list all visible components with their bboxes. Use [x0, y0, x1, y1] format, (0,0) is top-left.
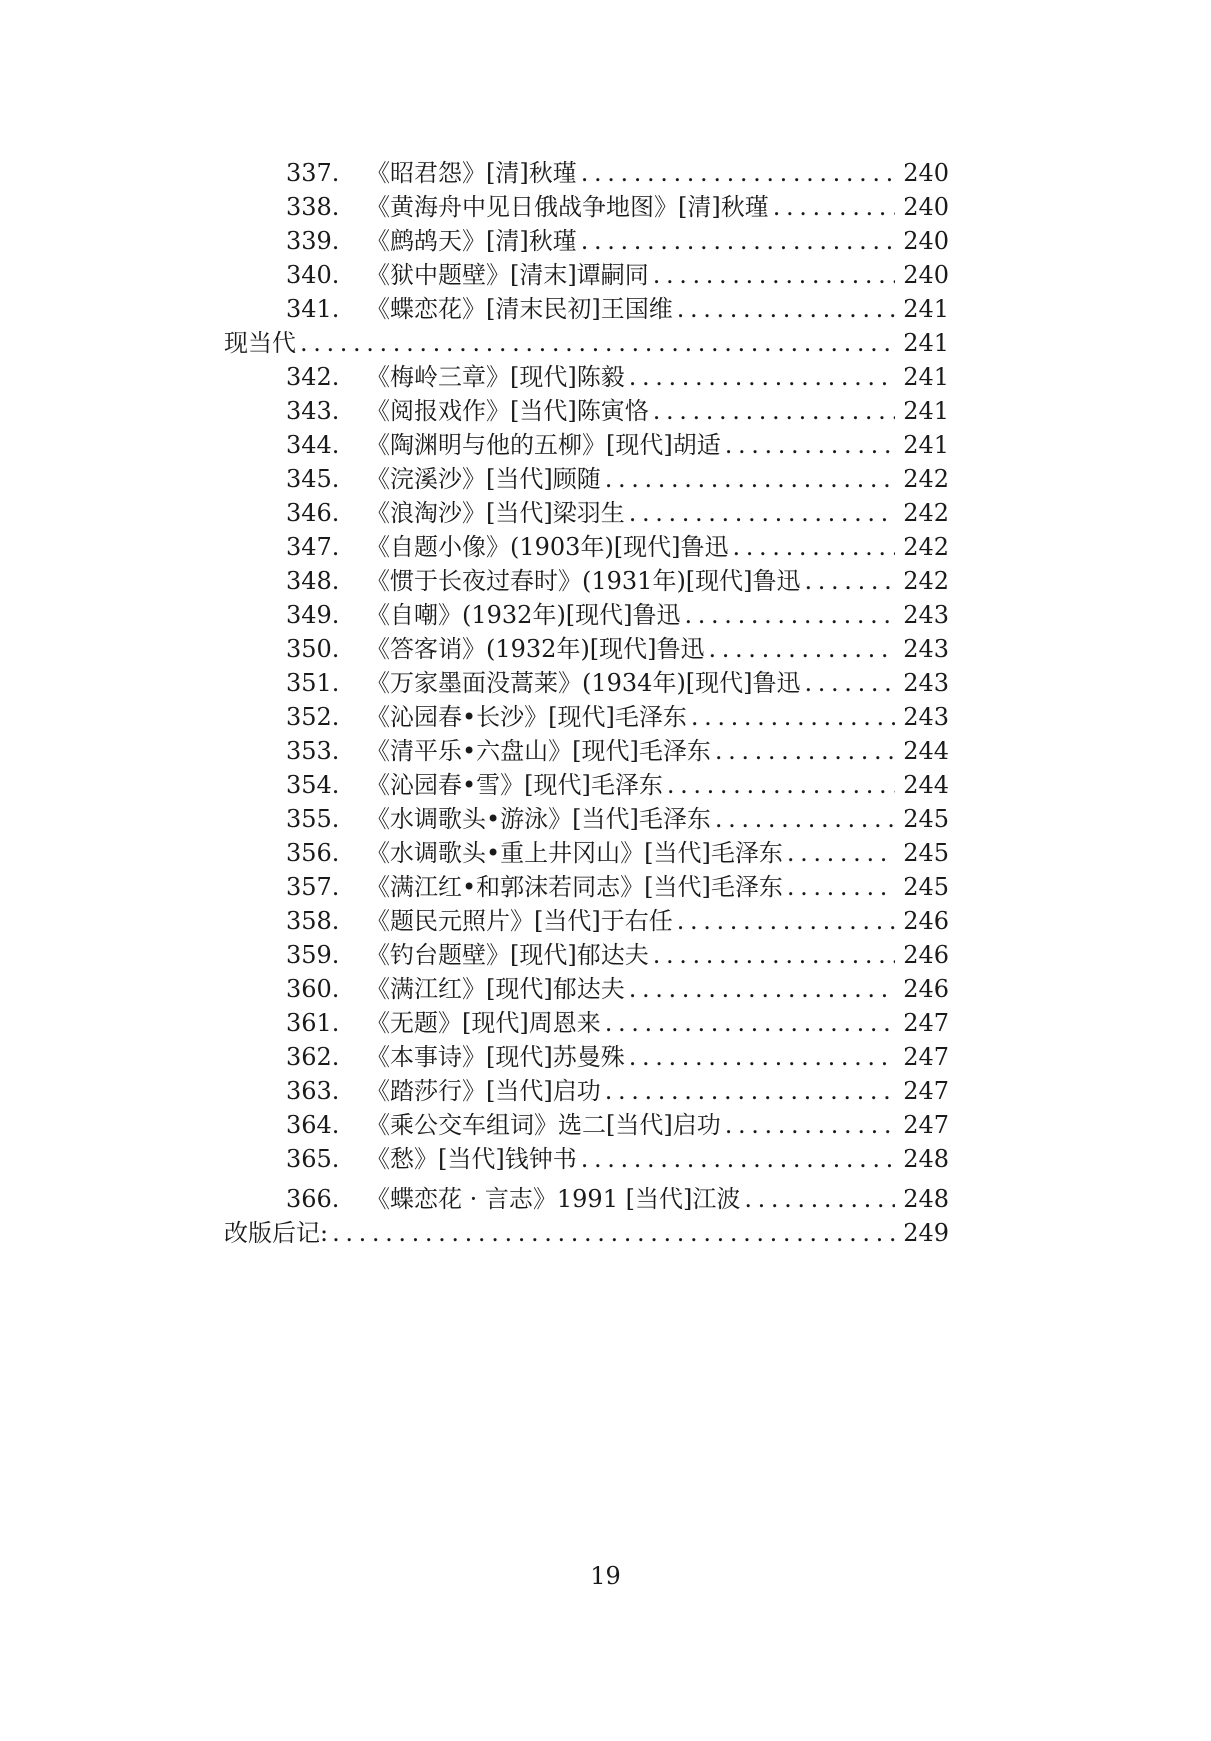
page-ref: 246 [903, 975, 949, 1003]
entry-number: 342. [286, 363, 340, 391]
entry-title [366, 802, 899, 836]
entry-number: 359. [286, 941, 340, 969]
entry-number: 356. [286, 839, 340, 867]
entry-number: 353. [286, 737, 340, 765]
toc-entry-row [0, 972, 1211, 1006]
entry-number: 354. [286, 771, 340, 799]
title-text: 《狱中题壁》[清末]谭嗣同 [366, 261, 649, 289]
dot-leader [744, 1182, 895, 1216]
entry-title [366, 632, 899, 666]
dot-leader [715, 734, 895, 768]
entry-title [366, 462, 899, 496]
toc-entry-row [0, 666, 1211, 700]
title-text: 《黄海舟中见日俄战争地图》[清]秋瑾 [366, 193, 769, 221]
page-ref: 248 [903, 1185, 949, 1213]
dot-leader [653, 258, 895, 292]
page-ref: 242 [903, 567, 949, 595]
page-ref: 243 [903, 635, 949, 663]
entry-number: 341. [286, 295, 340, 323]
entry-number: 363. [286, 1077, 340, 1105]
dot-leader [733, 530, 895, 564]
dot-leader [581, 156, 895, 190]
title-text: 《满江红》[现代]郁达夫 [366, 975, 625, 1003]
page-ref: 244 [903, 771, 949, 799]
page-ref: 243 [903, 703, 949, 731]
page-ref: 247 [903, 1009, 949, 1037]
entry-number: 360. [286, 975, 340, 1003]
toc-section-row [0, 1216, 1211, 1250]
toc-entry-row [0, 156, 1211, 190]
entry-number: 365. [286, 1145, 340, 1173]
title-text: 《钓台题壁》[现代]郁达夫 [366, 941, 649, 969]
dot-leader [332, 1216, 895, 1250]
entry-title [366, 224, 899, 258]
page-ref: 245 [903, 873, 949, 901]
title-text: 《愁》[当代]钱钟书 [366, 1145, 577, 1173]
entry-title [366, 1040, 899, 1074]
dot-leader [653, 938, 895, 972]
toc-entry-row [0, 734, 1211, 768]
page-ref: 248 [903, 1145, 949, 1173]
title-text: 《浣溪沙》[当代]顾随 [366, 465, 601, 493]
toc-entry-row [0, 700, 1211, 734]
page-ref: 240 [903, 227, 949, 255]
toc-entry-row [0, 1074, 1211, 1108]
page-ref: 244 [903, 737, 949, 765]
title-text: 《沁园春•长沙》[现代]毛泽东 [366, 703, 687, 731]
page-ref: 243 [903, 669, 949, 697]
page-ref: 247 [903, 1043, 949, 1071]
dot-leader [677, 292, 895, 326]
dot-leader [300, 326, 895, 360]
title-text: 改版后记: [224, 1219, 329, 1247]
dot-leader [605, 1074, 895, 1108]
page-ref: 241 [903, 329, 949, 357]
entry-number: 346. [286, 499, 340, 527]
entry-title [366, 1074, 899, 1108]
entry-title [366, 666, 899, 700]
toc-entry-row [0, 360, 1211, 394]
entry-title [366, 972, 899, 1006]
page-ref: 247 [903, 1077, 949, 1105]
dot-leader [677, 904, 895, 938]
title-text: 《题民元照片》[当代]于右任 [366, 907, 673, 935]
title-text: 《阅报戏作》[当代]陈寅恪 [366, 397, 649, 425]
toc-entry-row [0, 938, 1211, 972]
entry-number: 345. [286, 465, 340, 493]
dot-leader [629, 496, 895, 530]
entry-number: 337. [286, 159, 340, 187]
entry-number: 358. [286, 907, 340, 935]
entry-number: 352. [286, 703, 340, 731]
toc-entry-row [0, 428, 1211, 462]
dot-leader [787, 870, 895, 904]
section-title [224, 1216, 899, 1250]
dot-leader [581, 1142, 895, 1176]
dot-leader [667, 768, 895, 802]
toc-entry-row [0, 496, 1211, 530]
entry-title [366, 258, 899, 292]
toc-entry-row [0, 870, 1211, 904]
toc-entry-row [0, 802, 1211, 836]
toc-entry-row [0, 224, 1211, 258]
dot-leader [787, 836, 895, 870]
entry-number: 348. [286, 567, 340, 595]
entry-title [366, 530, 899, 564]
toc-entry-row [0, 1108, 1211, 1142]
entry-number: 361. [286, 1009, 340, 1037]
entry-number: 344. [286, 431, 340, 459]
page-ref: 240 [903, 159, 949, 187]
toc-entry-row [0, 768, 1211, 802]
entry-title [366, 190, 899, 224]
toc-entry-row [0, 258, 1211, 292]
dot-leader [653, 394, 895, 428]
title-text: 《蝶恋花 · 言志》1991 [当代]江波 [366, 1185, 741, 1213]
page-ref: 245 [903, 805, 949, 833]
dot-leader [715, 802, 895, 836]
entry-number: 355. [286, 805, 340, 833]
entry-number: 340. [286, 261, 340, 289]
entry-title [366, 1108, 899, 1142]
entry-title [366, 564, 899, 598]
page-ref: 241 [903, 363, 949, 391]
entry-title [366, 768, 899, 802]
title-text: 《沁园春•雪》[现代]毛泽东 [366, 771, 663, 799]
dot-leader [629, 972, 895, 1006]
entry-title [366, 700, 899, 734]
title-text: 《自嘲》(1932年)[现代]鲁迅 [366, 601, 681, 629]
entry-title [366, 836, 899, 870]
dot-leader [685, 598, 895, 632]
entry-title [366, 292, 899, 326]
title-text: 《惯于长夜过春时》(1931年)[现代]鲁迅 [366, 567, 801, 595]
page-ref: 249 [903, 1219, 949, 1247]
entry-number: 351. [286, 669, 340, 697]
title-text: 《满江红•和郭沫若同志》[当代]毛泽东 [366, 873, 783, 901]
dot-leader [629, 360, 895, 394]
page-ref: 247 [903, 1111, 949, 1139]
page-number: 19 [590, 1562, 621, 1590]
toc-entry-row [0, 1040, 1211, 1074]
toc-entry-row [0, 632, 1211, 666]
entry-title [366, 938, 899, 972]
dot-leader [725, 1108, 895, 1142]
entry-title [366, 904, 899, 938]
dot-leader [805, 666, 895, 700]
page-ref: 240 [903, 193, 949, 221]
page-ref: 243 [903, 601, 949, 629]
section-title [224, 326, 899, 360]
toc-entry-row [0, 190, 1211, 224]
page-ref: 241 [903, 397, 949, 425]
page-ref: 246 [903, 907, 949, 935]
title-text: 《踏莎行》[当代]启功 [366, 1077, 601, 1105]
title-text: 《水调歌头•重上井冈山》[当代]毛泽东 [366, 839, 783, 867]
entry-title [366, 1006, 899, 1040]
entry-title [366, 870, 899, 904]
entry-title [366, 1182, 899, 1216]
title-text: 《本事诗》[现代]苏曼殊 [366, 1043, 625, 1071]
page-ref: 246 [903, 941, 949, 969]
dot-leader [629, 1040, 895, 1074]
entry-title [366, 360, 899, 394]
entry-number: 357. [286, 873, 340, 901]
entry-number: 339. [286, 227, 340, 255]
entry-title [366, 394, 899, 428]
page-ref: 245 [903, 839, 949, 867]
entry-title [366, 1142, 899, 1176]
title-text: 《万家墨面没蒿莱》(1934年)[现代]鲁迅 [366, 669, 801, 697]
title-text: 《昭君怨》[清]秋瑾 [366, 159, 577, 187]
table-of-contents [0, 156, 1211, 1250]
toc-entry-row [0, 564, 1211, 598]
dot-leader [709, 632, 895, 666]
title-text: 现当代 [224, 329, 296, 357]
entry-title [366, 598, 899, 632]
dot-leader [805, 564, 895, 598]
entry-title [366, 496, 899, 530]
page-ref: 242 [903, 499, 949, 527]
dot-leader [691, 700, 895, 734]
title-text: 《答客诮》(1932年)[现代]鲁迅 [366, 635, 705, 663]
page-ref: 242 [903, 533, 949, 561]
entry-title [366, 156, 899, 190]
page-ref: 240 [903, 261, 949, 289]
toc-entry-row [0, 394, 1211, 428]
toc-entry-row [0, 836, 1211, 870]
entry-number: 338. [286, 193, 340, 221]
toc-entry-row [0, 292, 1211, 326]
toc-entry-row [0, 904, 1211, 938]
dot-leader [605, 1006, 895, 1040]
dot-leader [581, 224, 895, 258]
dot-leader [725, 428, 895, 462]
entry-number: 362. [286, 1043, 340, 1071]
toc-entry-row [0, 530, 1211, 564]
title-text: 《无题》[现代]周恩来 [366, 1009, 601, 1037]
page-ref: 241 [903, 295, 949, 323]
title-text: 《鹧鸪天》[清]秋瑾 [366, 227, 577, 255]
toc-entry-row [0, 1182, 1211, 1216]
entry-number: 364. [286, 1111, 340, 1139]
title-text: 《乘公交车组词》选二[当代]启功 [366, 1111, 721, 1139]
title-text: 《梅岭三章》[现代]陈毅 [366, 363, 625, 391]
page-ref: 241 [903, 431, 949, 459]
page-ref: 242 [903, 465, 949, 493]
toc-entry-row [0, 462, 1211, 496]
entry-number: 350. [286, 635, 340, 663]
entry-number: 349. [286, 601, 340, 629]
entry-title [366, 428, 899, 462]
title-text: 《陶渊明与他的五柳》[现代]胡适 [366, 431, 721, 459]
toc-entry-row [0, 598, 1211, 632]
title-text: 《自题小像》(1903年)[现代]鲁迅 [366, 533, 729, 561]
toc-entry-row [0, 1006, 1211, 1040]
title-text: 《清平乐•六盘山》[现代]毛泽东 [366, 737, 711, 765]
title-text: 《蝶恋花》[清末民初]王国维 [366, 295, 673, 323]
entry-title [366, 734, 899, 768]
dot-leader [605, 462, 895, 496]
entry-number: 343. [286, 397, 340, 425]
toc-entry-row [0, 1142, 1211, 1176]
dot-leader [773, 190, 895, 224]
title-text: 《水调歌头•游泳》[当代]毛泽东 [366, 805, 711, 833]
toc-section-row [0, 326, 1211, 360]
title-text: 《浪淘沙》[当代]梁羽生 [366, 499, 625, 527]
entry-number: 347. [286, 533, 340, 561]
entry-number: 366. [286, 1185, 340, 1213]
